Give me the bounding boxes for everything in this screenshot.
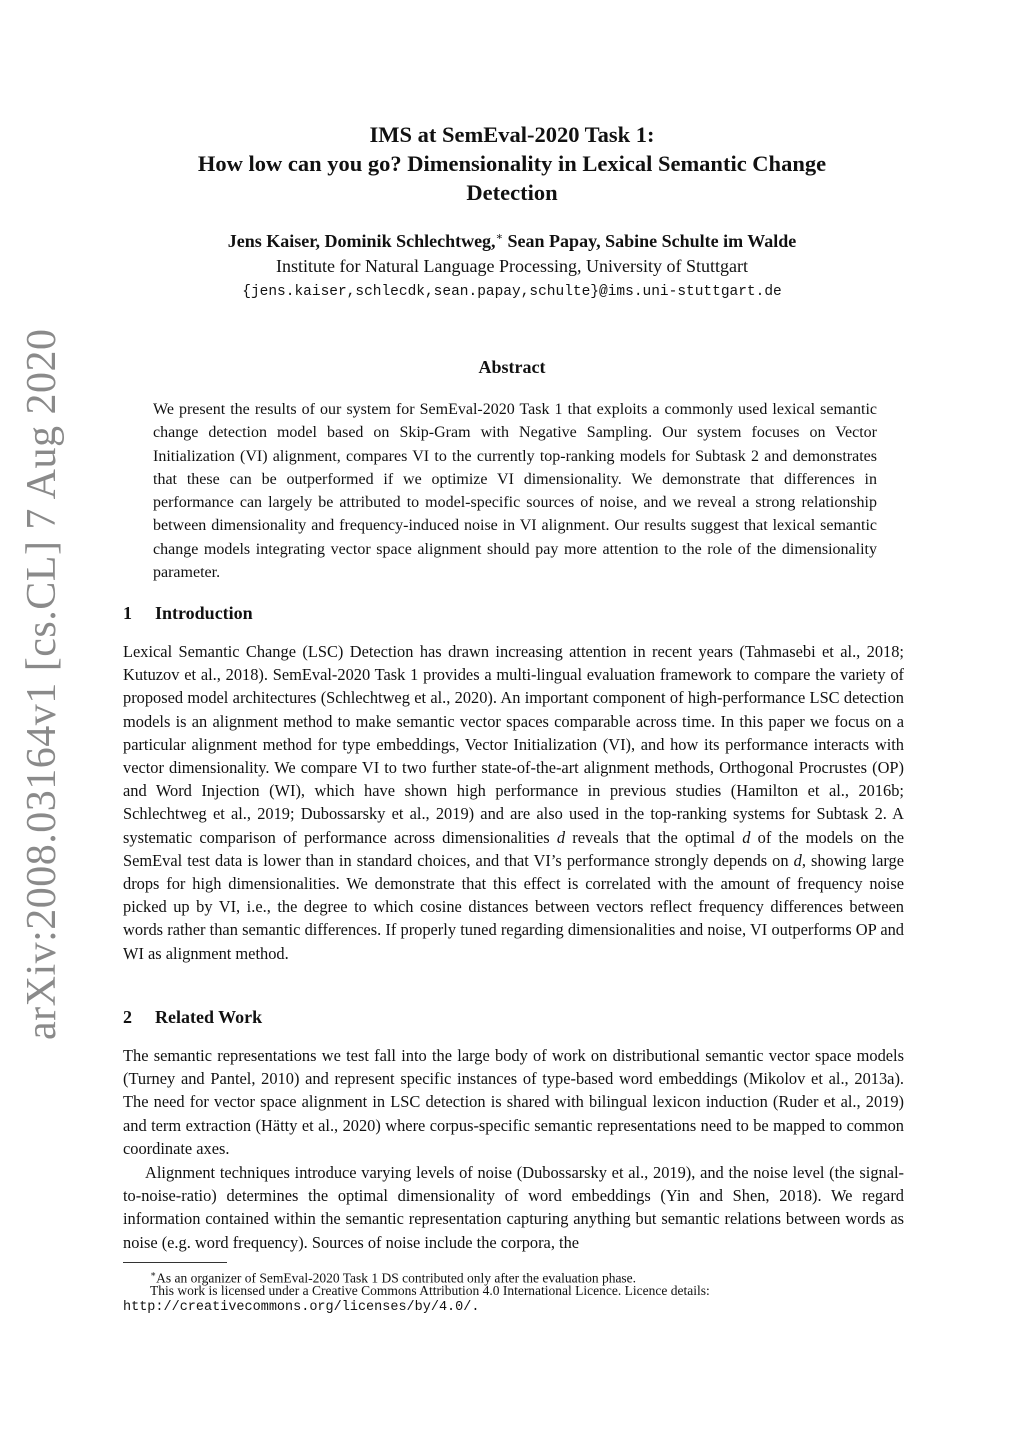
author-list bbox=[0, 230, 1024, 252]
authors-part-1: Jens Kaiser, Dominik Schlechtweg, bbox=[227, 231, 496, 251]
section-number: 1 bbox=[123, 603, 132, 623]
abstract-heading: Abstract bbox=[478, 357, 546, 377]
intro-text-4: , showing large drops for high dimensionalities. We demonstrate that this effect is correlated with the amount of frequency noise picked up by VI, i.e., the degree to which cosine distances between vectors reflect frequency differences between words rather than semantic differences. If properly tuned regarding dimensionalities and noise, VI outperforms OP and WI as alignment method. bbox=[123, 850, 904, 963]
author-emails: {jens.kaiser,schlecdk,sean.papay,schulte}@ims.uni-stuttgart.de bbox=[242, 284, 782, 300]
paper-title bbox=[0, 120, 1024, 207]
section-number: 2 bbox=[123, 1007, 132, 1027]
authors-part-2: Sean Papay, Sabine Schulte im Walde bbox=[503, 231, 797, 251]
intro-text-1: Lexical Semantic Change (LSC) Detection has drawn increasing attention in recent years (Tahmasebi et al., 2018; Kutuzov et al., 2018). SemEval-2020 Task 1 provides a multi-lingual evaluation framework to compare the variety of proposed model architectures (Schlechtweg et al., 2020). An important component of high-performance LSC detection models is an alignment method to make semantic vector spaces comparable across time. In this paper we focus on a particular alignment method for type embeddings, Vector Initialization (VI), and how its performance interacts with vector dimensionality. We compare VI to two further state-of-the-art alignment methods, Orthogonal Procrustes (OP) and Word Injection (WI), which have shown high performance in previous studies (Hamilton et al., 2016b; Schlechtweg et al., 2019; Dubossarsky et al., 2019) and are also used in the top-ranking systems for Subtask 2. A systematic comparison of performance across dimensionalities bbox=[123, 642, 904, 847]
affiliation: Institute for Natural Language Processing, University of Stuttgart bbox=[276, 256, 748, 276]
section-heading-related-work bbox=[123, 1007, 262, 1028]
intro-text-3: of the models on the SemEval test data is lower than in standard choices, and that VI’s performance strongly depends on bbox=[123, 827, 904, 870]
section-heading-introduction bbox=[123, 603, 253, 624]
introduction-paragraph bbox=[123, 640, 904, 965]
footnote-divider bbox=[123, 1262, 227, 1263]
title-line-1: IMS at SemEval-2020 Task 1: bbox=[369, 122, 655, 147]
footnote-licence: This work is licensed under a Creative Commons Attribution 4.0 International Licence. Licence details: bbox=[150, 1283, 710, 1298]
math-d: d bbox=[556, 827, 566, 847]
footnote-text: As an organizer of SemEval-2020 Task 1 DS contributed only after the evaluation phase. bbox=[156, 1270, 637, 1286]
related-work-paragraph-2: Alignment techniques introduce varying levels of noise (Dubossarsky et al., 2019), and the noise level (the signal-to-noise-ratio) determines the optimal dimensionality of word embeddings (Yin and Shen, 2018). We regard information contained within the semantic representation capturing anything but semantic relations between words as noise (e.g. word frequency). Sources of noise include the corpora, the bbox=[123, 1163, 904, 1252]
math-d: d bbox=[793, 850, 802, 870]
licence-url-link[interactable]: http://creativecommons.org/licenses/by/4.0/. bbox=[123, 1300, 480, 1315]
title-line-2: How low can you go? Dimensionality in Lexical Semantic Change bbox=[197, 151, 827, 176]
abstract-body: We present the results of our system for SemEval-2020 Task 1 that exploits a commonly used lexical semantic change detection model based on Skip-Gram with Negative Sampling. Our system focuses on Vector Initialization (VI) alignment, compares VI to the currently top-ranking models for Subtask 2 and demonstrates that these can be outperformed if we optimize VI dimensionality. We demonstrate that differences in performance can largely be attributed to model-specific sources of noise, and we reveal a strong relationship between dimensionality and frequency-induced noise in VI alignment. Our results suggest that lexical semantic change models integrating vector space alignment should pay more attention to the role of the dimensionality parameter. bbox=[153, 401, 877, 582]
section-title: Related Work bbox=[155, 1007, 263, 1027]
math-d: d bbox=[742, 827, 751, 847]
section-title: Introduction bbox=[155, 603, 253, 623]
author-footnote-marker: ∗ bbox=[495, 231, 504, 243]
related-work-paragraph-1: The semantic representations we test fall into the large body of work on distributional semantic vector space models (Turney and Pantel, 2010) and represent specific instances of type-based word embeddings (Mikolov et al., 2013a). The need for vector space alignment in LSC detection is shared with bilingual lexicon induction (Ruder et al., 2019) and term extraction (Hätty et al., 2020) where corpus-specific semantic representations need to be mapped to common coordinate axes. bbox=[123, 1046, 904, 1158]
footnote-marker: ∗ bbox=[150, 1269, 157, 1279]
arxiv-identifier-stamp: arXiv:2008.03164v1 [cs.CL] 7 Aug 2020 bbox=[19, 328, 65, 1040]
intro-text-2: reveals that the optimal bbox=[565, 827, 743, 847]
title-line-3: Detection bbox=[466, 180, 558, 205]
